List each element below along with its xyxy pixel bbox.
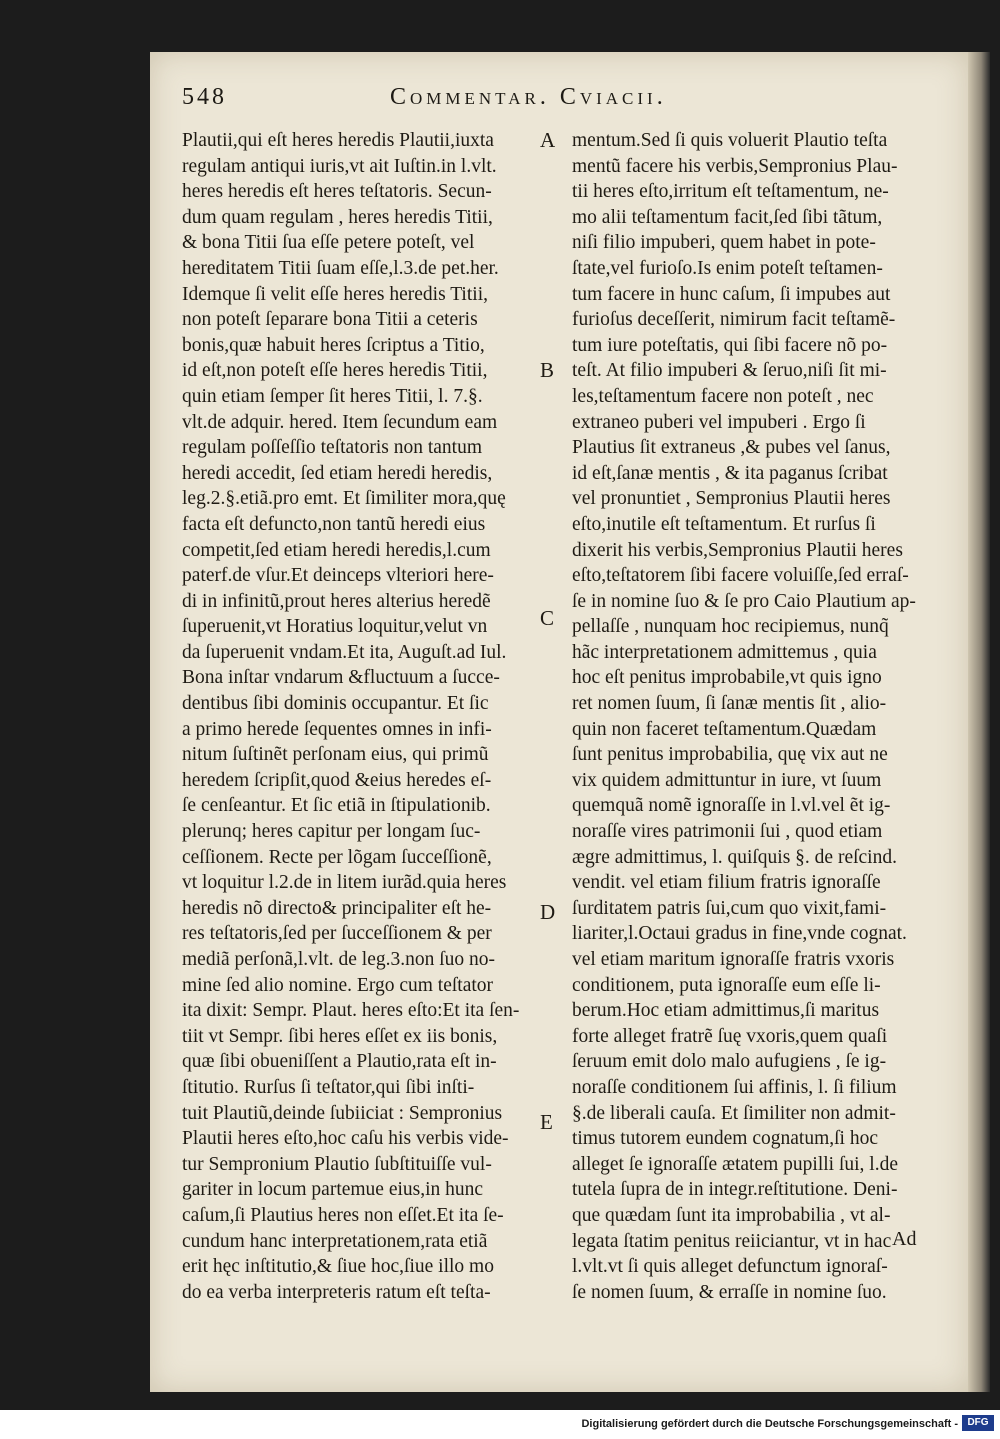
text-line: ret nomen ſuum, ſi ſanæ mentis ſit , alio-	[572, 693, 887, 715]
text-line: da ſuperuenit vndam.Et ita, Auguſt.ad Iul.	[182, 641, 507, 663]
text-line: forte alleget fratrẽ ſuę vxoris,quem quaſi	[572, 1025, 888, 1047]
text-line: furioſus deceſſerit, nimirum facit teſtamẽ-	[572, 309, 896, 331]
margin-marker-d: D	[540, 900, 556, 924]
text-line: heres heredis eſt heres teſtatoris. Secun-	[182, 181, 492, 203]
text-line: quemquã nomẽ ignoraſſe in l.vl.vel ẽt ig-	[572, 795, 891, 817]
text-line: hereditatem Titii ſuam eſſe,l.3.de pet.her.	[182, 257, 499, 279]
text-line: bonis,quæ habuit heres ſcriptus a Titio,	[182, 334, 485, 356]
text-line: Plautii,qui eſt heres heredis Plautii,iuxta	[182, 130, 494, 151]
right-text-column	[572, 128, 934, 1305]
text-line: do ea verba interpreteris ratum eſt teſta-	[182, 1281, 491, 1303]
text-line: eſto,inutile eſt teſtamentum. Et rurſus ſi	[572, 513, 876, 535]
text-line: regulam poſſeſſio teſtatoris non tantum	[182, 437, 483, 459]
text-line: dum quam regulam , heres heredis Titii,	[182, 206, 493, 228]
margin-marker-e: E	[540, 1110, 553, 1134]
text-line: caſum,ſi Plautius heres non eſſet.Et ita ſe-	[182, 1204, 504, 1226]
text-line: teſt. At filio impuberi & ſeruo,niſi ſit mi-	[572, 360, 887, 382]
text-line: id eſt,non poteſt eſſe heres heredis Titii,	[182, 360, 488, 382]
text-line: dentibus ſibi dominis occupantur. Et ſic	[182, 693, 489, 715]
text-line: hoc eſt penitus improbabile,vt quis igno	[572, 667, 882, 689]
footer-bar	[0, 1410, 1000, 1439]
text-line: alleget ſe ignoraſſe ætatem pupilli ſui, l.de	[572, 1153, 898, 1175]
text-line: que quædam ſunt ita improbabilia , vt al-	[572, 1204, 891, 1226]
catchword: Ad	[892, 1228, 917, 1250]
text-line: ſtitutio. Rurſus ſi teſtator,qui ſibi inſti-	[182, 1076, 475, 1098]
text-line: mentum.Sed ſi quis voluerit Plautio teſta	[572, 130, 888, 151]
text-line: legata ſtatim penitus reiiciantur, vt in hac	[572, 1230, 892, 1252]
text-line: tum iure poteſtatis, qui ſibi facere nõ po-	[572, 334, 888, 356]
text-line: & bona Titii ſua eſſe petere poteſt, vel	[182, 232, 475, 254]
margin-marker-c: C	[540, 606, 555, 630]
text-line: berum.Hoc etiam admittimus,ſi maritus	[572, 1000, 880, 1022]
text-line: liariter,l.Octaui gradus in fine,vnde cognat.	[572, 923, 907, 945]
text-line: quin non faceret teſtamentum.Quædam	[572, 718, 877, 740]
text-line: eſto,teſtatorem ſibi facere voluiſſe,ſed erraſ-	[572, 565, 909, 587]
text-line: noraſſe vires patrimonii ſui , quod etiam	[572, 821, 883, 843]
text-line: leg.2.§.etiã.pro emt. Et ſimiliter mora,quę	[182, 488, 506, 510]
text-line: non poteſt ſeparare bona Titii a ceteris	[182, 309, 478, 331]
text-line: tuit Plautiũ,deinde ſubiiciat : Sempronius	[182, 1102, 503, 1124]
text-line: ſe cenſeantur. Et ſic etiã in ſtipulationib.	[182, 795, 491, 817]
text-line: a primo herede ſequentes omnes in infi-	[182, 718, 492, 740]
text-line: ſurditatem patris ſui,cum quo vixit,fami-	[572, 897, 887, 919]
page-number: 548	[182, 84, 227, 110]
text-line: quæ ſibi obueniſſent a Plautio,rata eſt in-	[182, 1051, 497, 1073]
text-line: ſeruum emit dolo malo aufugiens , ſe ig-	[572, 1051, 887, 1073]
text-line: vel etiam maritum ignoraſſe fratris vxoris	[572, 949, 895, 970]
text-line: ceſſionem. Recte per lõgam ſucceſſionẽ,	[182, 846, 492, 868]
text-line: dixerit his verbis,Sempronius Plautii heres	[572, 539, 903, 561]
text-line: ſe nomen ſuum, & erraſſe in nomine ſuo.	[572, 1281, 887, 1303]
text-line: nitum ſuſtinẽt perſonam eius, qui primũ	[182, 744, 489, 766]
text-line: tum facere in hunc caſum, ſi impubes aut	[572, 283, 891, 305]
text-line: tutela ſupra de in integr.reſtitutione. Deni-	[572, 1179, 898, 1201]
left-text-column	[182, 128, 544, 1305]
text-line: ægre admittimus, l. quiſquis §. de reſcind.	[572, 846, 897, 868]
text-line: vix quidem admittuntur in iure, vt ſuum	[572, 769, 882, 791]
running-title: Commentar. Cviacii.	[390, 84, 667, 110]
text-line: ſuperuenit,vt Horatius loquitur,velut vn	[182, 616, 488, 638]
text-line: timus tutorem eundem cognatum,ſi hoc	[572, 1128, 878, 1150]
text-line: paterf.de vſur.Et deinceps vlteriori here-	[182, 565, 494, 587]
text-line: Idemque ſi velit eſſe heres heredis Titii,	[182, 283, 488, 305]
text-line: ſunt penitus improbabilia, quę vix aut ne	[572, 744, 888, 766]
text-line: plerunq; heres capitur per longam ſuc-	[182, 821, 481, 843]
text-line: mediã perſonã,l.vlt. de leg.3.non ſuo no-	[182, 949, 496, 970]
text-line: mine ſed alio nomine. Ergo cum teſtator	[182, 974, 494, 996]
text-line: ſtate,vel furioſo.Is enim poteſt teſtamen-	[572, 257, 883, 279]
text-line: heredi accedit, ſed etiam heredi heredis,	[182, 462, 493, 484]
text-line: §.de liberali cauſa. Et ſimiliter non admit-	[572, 1102, 896, 1124]
text-line: competit,ſed etiam heredi heredis,l.cum	[182, 539, 491, 561]
text-line: vt loquitur l.2.de in litem iurãd.quia heres	[182, 872, 507, 894]
text-line: vel pronuntiet , Sempronius Plautii heres	[572, 488, 891, 510]
text-line: ſe in nomine ſuo & ſe pro Caio Plautium ap-	[572, 590, 916, 612]
text-line: vendit. vel etiam filium fratris ignoraſſe	[572, 872, 881, 894]
text-line: heredis nõ directo& principaliter eſt he-	[182, 897, 492, 919]
text-line: gariter in locum partemue eius,in hunc	[182, 1179, 484, 1201]
text-line: hãc interpretationem admittemus , quia	[572, 641, 877, 663]
text-line: l.vlt.vt ſi quis alleget defunctum ignoraſ-	[572, 1256, 888, 1278]
text-line: regulam antiqui iuris,vt ait Iuſtin.in l.vlt.	[182, 155, 497, 177]
text-line: ita dixit: Sempr. Plaut. heres eſto:Et ita ſen-	[182, 1000, 520, 1022]
text-line: mentũ facere his verbis,Sempronius Plau-	[572, 155, 898, 177]
text-line: extraneo puberi vel impuberi . Ergo ſi	[572, 411, 866, 433]
text-line: tiit vt Sempr. ſibi heres eſſet ex iis bonis,	[182, 1025, 498, 1047]
margin-marker-b: B	[540, 358, 555, 382]
text-line: cundum hanc interpretationem,rata etiã	[182, 1230, 488, 1252]
text-line: les,teſtamentum facere non poteſt , nec	[572, 385, 874, 407]
text-line: Bona inſtar vndarum &fluctuum a ſucce-	[182, 667, 500, 689]
page-header	[182, 84, 962, 120]
margin-marker-a: A	[540, 128, 556, 152]
text-line: facta eſt defuncto,non tantũ heredi eius	[182, 513, 486, 535]
text-line: Plautii heres eſto,hoc caſu his verbis vide-	[182, 1128, 509, 1150]
text-line: tur Sempronium Plautio ſubſtituiſſe vul-	[182, 1153, 492, 1175]
page-edge	[968, 52, 990, 1392]
text-line: res teſtatoris,ſed per ſucceſſionem & per	[182, 923, 492, 945]
text-line: conditionem, puta ignoraſſe eum eſſe li-	[572, 974, 881, 996]
dfg-logo: DFG	[962, 1415, 994, 1431]
funding-note: Digitalisierung gefördert durch die Deutsche Forschungsgemeinschaft -	[581, 1418, 958, 1430]
text-line: mo alii teſtamentum facit,ſed ſibi tãtum,	[572, 206, 883, 228]
text-line: heredem ſcripſit,quod &eius heredes eſ-	[182, 769, 492, 791]
text-line: pellaſſe , nunquam hoc recipiemus, nunq̃	[572, 616, 889, 638]
text-line: quin etiam ſemper ſit heres Titii, l. 7.§.	[182, 385, 483, 407]
text-line: erit hęc inſtitutio,& ſiue hoc,ſiue illo mo	[182, 1256, 494, 1278]
text-line: niſi filio impuberi, quem habet in pote-	[572, 232, 876, 254]
text-line: Plautius ſit extraneus ,& pubes vel ſanus,	[572, 437, 891, 459]
text-line: noraſſe conditionem ſui affinis, l. ſi filium	[572, 1076, 897, 1098]
text-line: vlt.de adquir. hered. Item ſecundum eam	[182, 411, 498, 433]
text-line: tii heres eſto,irritum eſt teſtamentum, ne-	[572, 181, 889, 203]
text-line: di in infinitũ,prout heres alterius heredẽ	[182, 590, 491, 612]
text-line: id eſt,ſanæ mentis , & ita paganus ſcribat	[572, 462, 888, 484]
